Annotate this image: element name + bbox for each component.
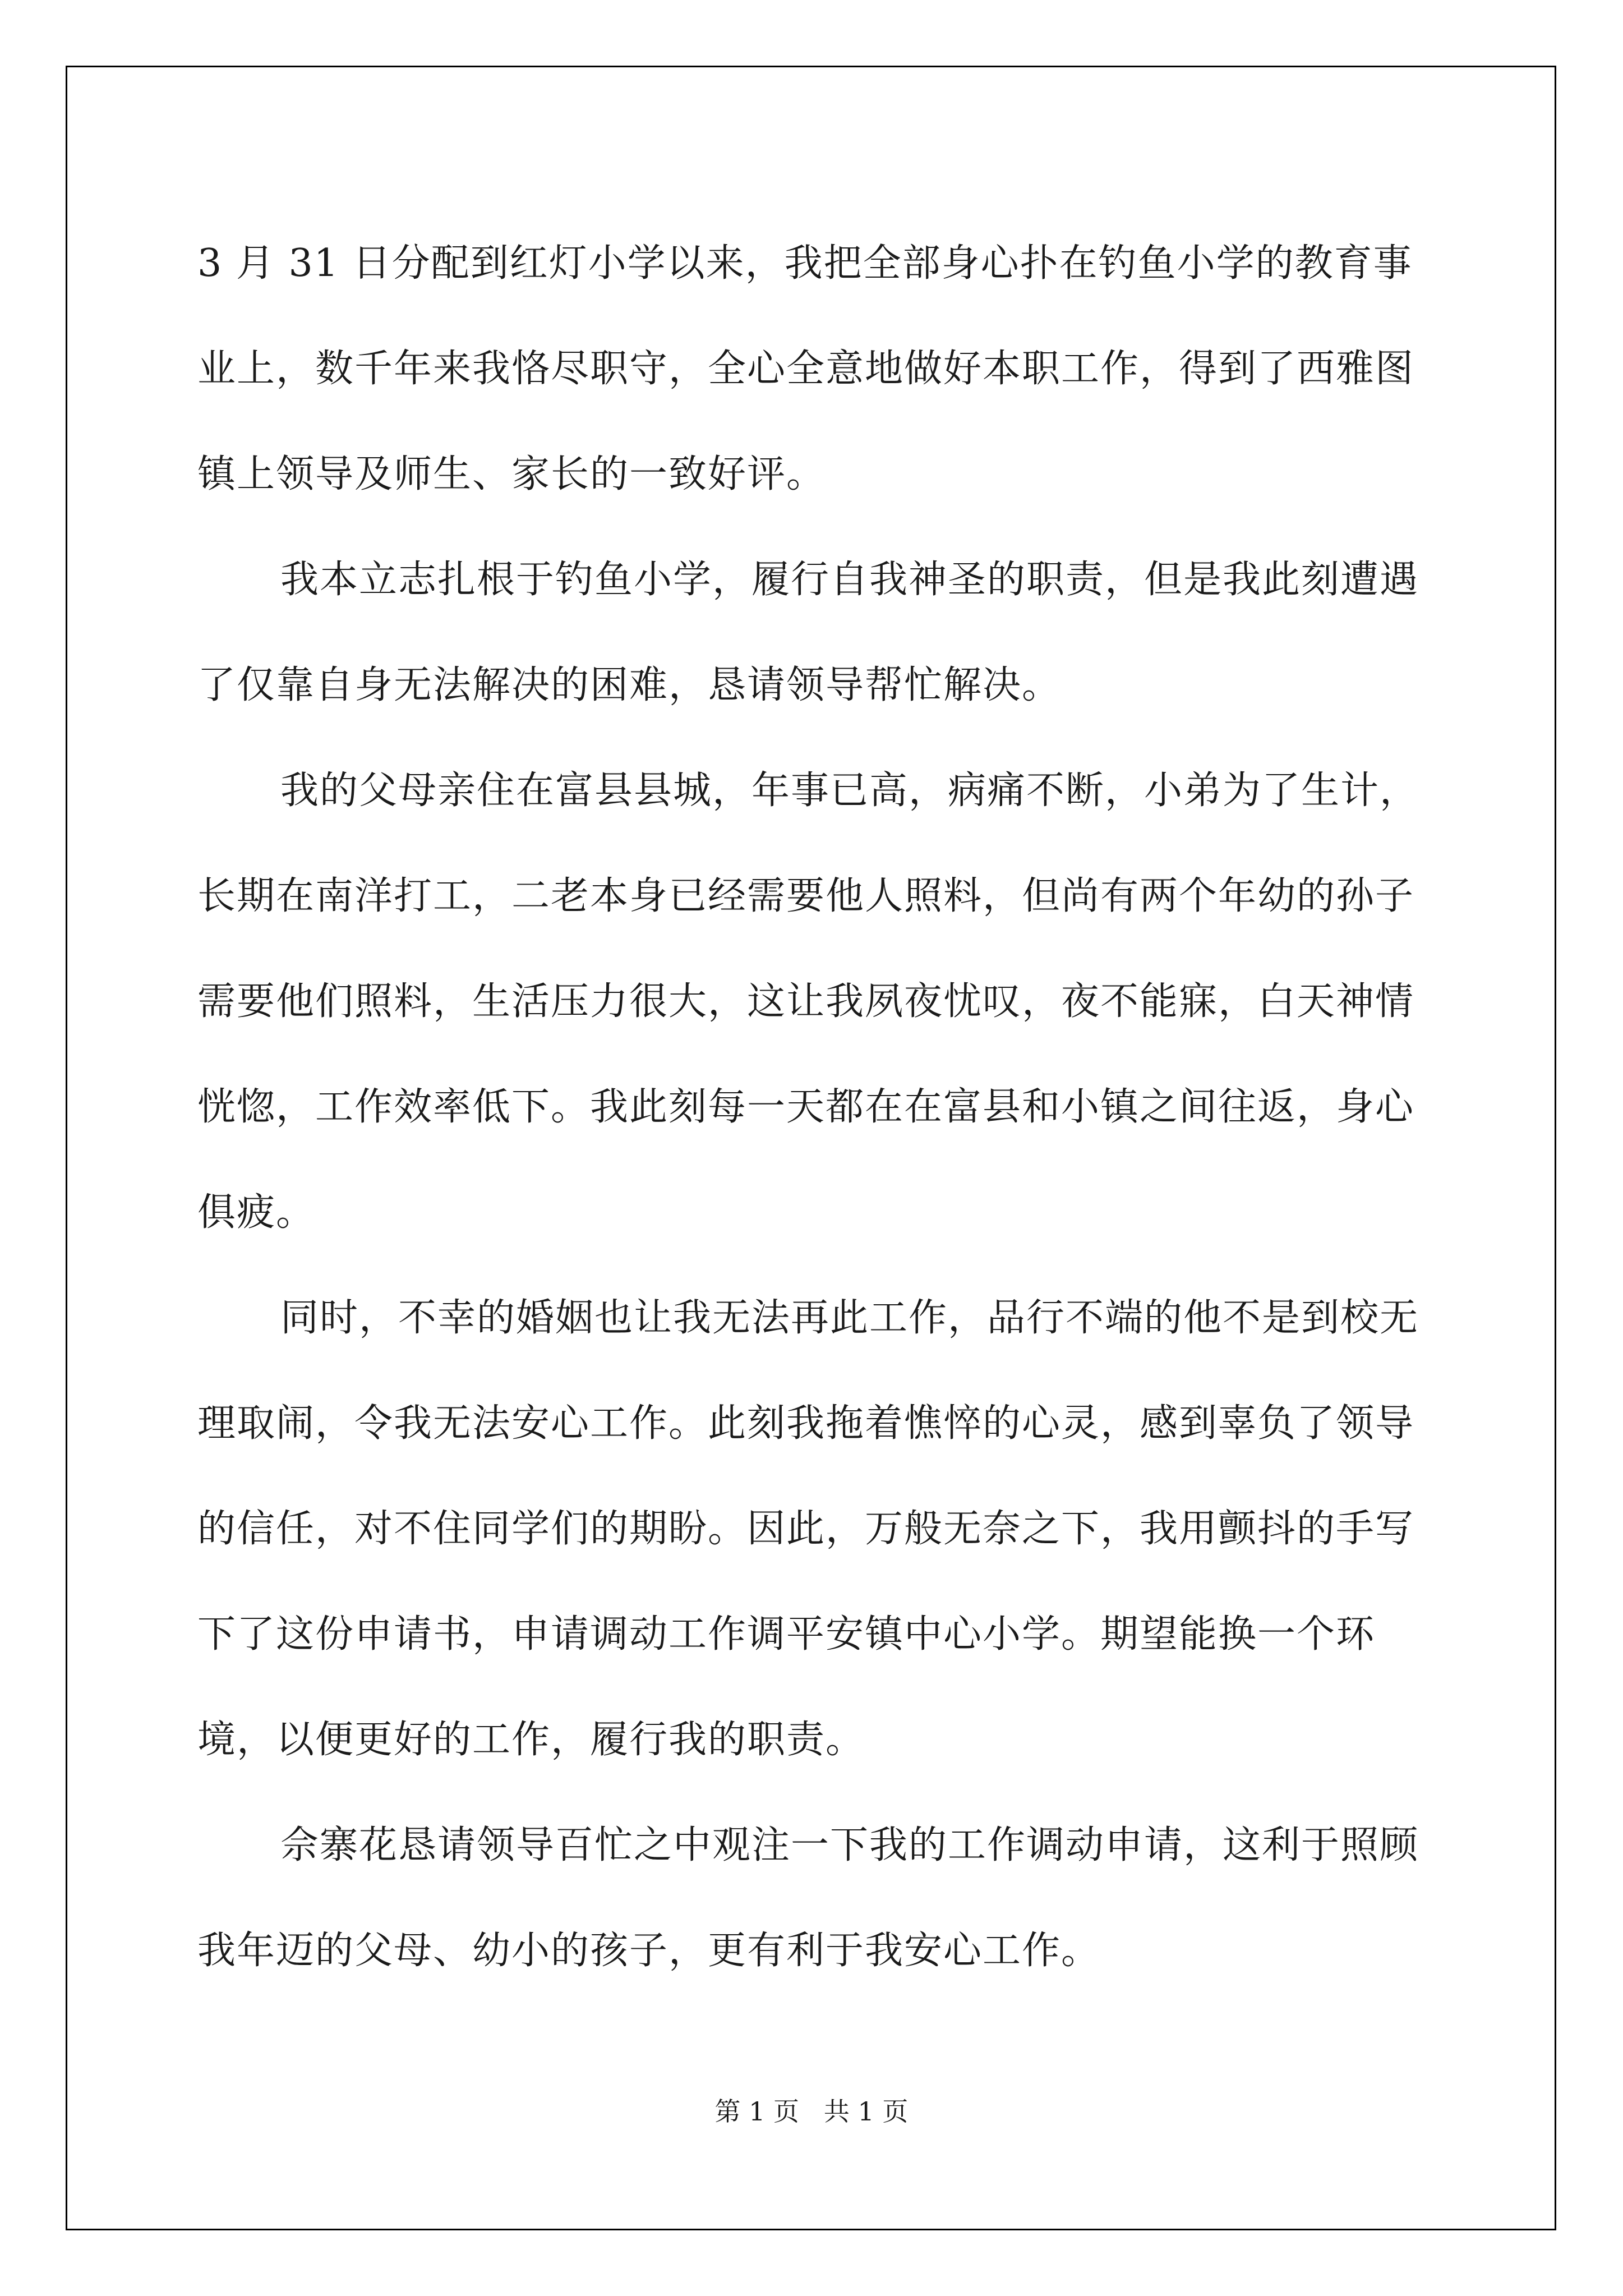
- paragraph-2: 我本立志扎根于钓鱼小学，履行自我神圣的职责，但是我此刻遭遇了仅靠自身无法解决的困难，恳请领导帮忙解决。: [197, 558, 1419, 707]
- paragraph-5: 佘寨花恳请领导百忙之中观注一下我的工作调动申请，这利于照顾我年迈的父母、幼小的孩子，更有利于我安心工作。: [197, 1823, 1419, 1973]
- paragraph-4: 同时，不幸的婚姻也让我无法再此工作，品行不端的他不是到校无理取闹，令我无法安心工作。此刻我拖着憔悴的心灵，感到辜负了领导的信任，对不住同学们的期盼。因此，万般无奈之下，我用颤抖的手写下了这份申请书，申请调动工作调平安镇中心小学。期望能换一个环境，以便更好的工作，履行我的职责。: [197, 1296, 1419, 1762]
- paragraph-3: 我的父母亲住在富县县城，年事已高，病痛不断，小弟为了生计，长期在南洋打工，二老本身已经需要他人照料，但尚有两个年幼的孙子需要他们照料，生活压力很大，这让我夙夜忧叹，夜不能寐，白天神情恍惚，工作效率低下。我此刻每一天都在在富县和小镇之间往返，身心俱疲。: [197, 769, 1419, 1235]
- page-footer: 第 1 页 共 1 页: [714, 2096, 909, 2127]
- document-body: [197, 211, 1431, 2004]
- paragraph-1: 3 月 31 日分配到红灯小学以来，我把全部身心扑在钓鱼小学的教育事业上，数千年来我恪尽职守，全心全意地做好本职工作，得到了西雅图镇上领导及师生、家长的一致好评。: [197, 241, 1415, 496]
